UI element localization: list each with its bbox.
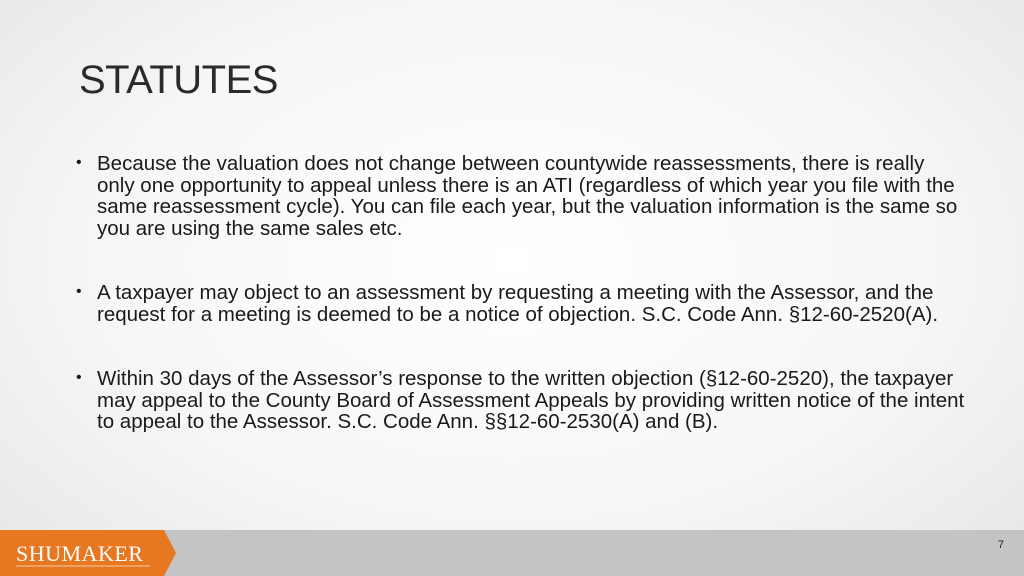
bullet-text: A taxpayer may object to an assessment by requesting a meeting with the Assessor, and the request for a meeting is deemed to be a notice of objection. S.C. Code Ann. §12-60-2520(A). (97, 281, 939, 326)
bullet-dot-icon: • (76, 283, 82, 300)
shumaker-logo (0, 530, 176, 576)
slide-title: STATUTES (79, 58, 278, 102)
bullet-item (75, 368, 965, 433)
bullet-dot-icon: • (76, 154, 82, 171)
logo-text: SHUMAKER (16, 541, 144, 566)
bullet-item (75, 282, 965, 325)
bullet-text: Within 30 days of the Assessor’s response to the written objection (§12-60-2520), the taxpayer may appeal to the County Board of Assessment Appeals by providing written notice of the intent to appeal to the Assessor. S.C. Code Ann. §§12-60-2530(A) and (B). (97, 367, 965, 433)
footer-bar (0, 530, 1024, 576)
logo-badge-icon (0, 530, 176, 576)
bullet-item (75, 153, 965, 239)
bullet-text: Because the valuation does not change between countywide reassessments, there is really only one opportunity to appeal unless there is an ATI (regardless of which year you file with the same reassessment cycle). You can file each year, but the valuation information is the same so you are using the same sales etc. (97, 152, 958, 240)
bullet-list (75, 153, 965, 433)
bullet-dot-icon: • (76, 369, 82, 386)
page-number: 7 (997, 539, 1004, 551)
